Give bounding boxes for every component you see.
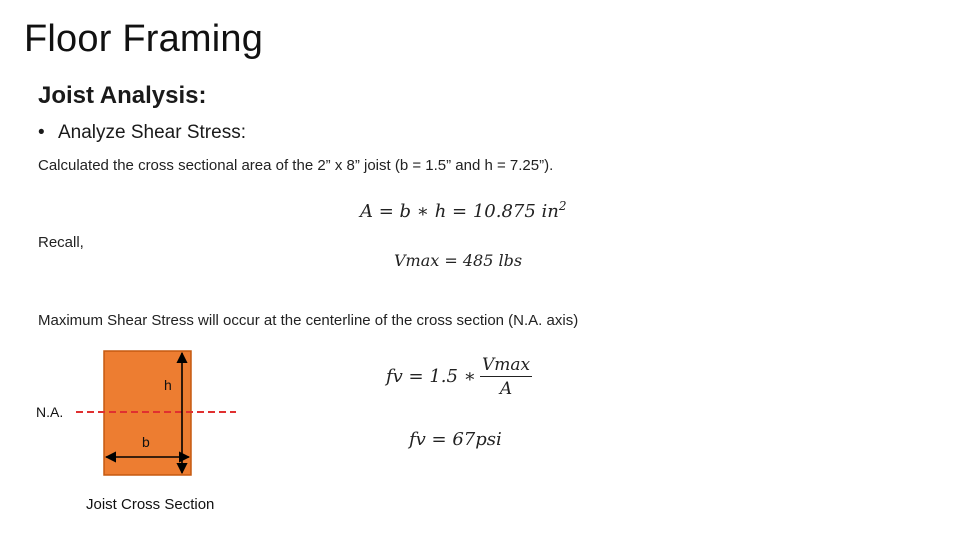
bullet-dot-icon: • — [38, 122, 45, 143]
max-shear-text: Maximum Shear Stress will occur at the centerline of the cross section (N.A. axis) — [38, 312, 579, 329]
neutral-axis-label: N.A. — [36, 404, 64, 420]
section-heading: Joist Analysis: — [38, 82, 207, 109]
bullet-text: Analyze Shear Stress: — [58, 122, 246, 143]
calc-area-text: Calculated the cross sectional area of the 2” x 8” joist (b = 1.5” and h = 7.25”). — [38, 157, 554, 174]
area-equation-main: A = b ∗ h = 10.875 in — [360, 201, 559, 222]
h-label: h — [164, 377, 172, 393]
fv-formula-lhs: fv = 1.5 ∗ — [386, 366, 476, 387]
slide-title: Floor Framing — [24, 18, 264, 60]
area-equation-exponent: 2 — [558, 199, 567, 213]
recall-text: Recall, — [38, 234, 84, 251]
fv-fraction-numerator: Vmax — [481, 355, 531, 375]
b-label: b — [142, 434, 150, 450]
fv-result: fv = 67psi — [409, 429, 502, 450]
diagram-caption: Joist Cross Section — [86, 496, 215, 513]
fv-fraction-denominator: A — [499, 379, 513, 399]
vmax-equation: Vmax = 485 lbs — [394, 251, 523, 270]
